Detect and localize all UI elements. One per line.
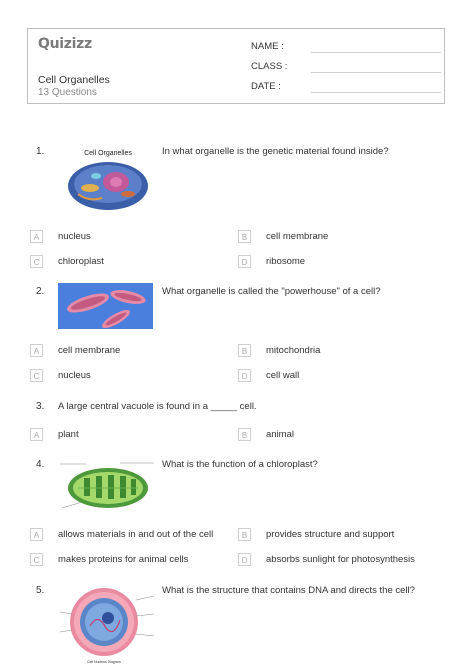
question-3-number: 3. bbox=[36, 401, 45, 412]
cell-nucleus-image bbox=[58, 582, 158, 668]
cell-organelles-image bbox=[58, 144, 158, 216]
option-text: nucleus bbox=[58, 370, 91, 381]
question-3-text: A large central vacuole is found in a _____ cell. bbox=[58, 401, 257, 412]
question-count: 13 Questions bbox=[38, 87, 97, 98]
option-letter: D bbox=[238, 369, 251, 382]
option-letter: B bbox=[238, 230, 251, 243]
quizizz-logo: Quizizz bbox=[38, 36, 92, 52]
question-2-number: 2. bbox=[36, 286, 45, 297]
option-letter: D bbox=[238, 553, 251, 566]
option-letter: B bbox=[238, 344, 251, 357]
chloroplast-image bbox=[58, 458, 158, 516]
date-field[interactable] bbox=[251, 81, 281, 92]
image-label: Cell Organelles bbox=[84, 150, 132, 157]
worksheet-header bbox=[27, 28, 445, 104]
option-text: animal bbox=[266, 429, 294, 440]
worksheet-title: Cell Organelles bbox=[38, 74, 110, 86]
option-text: cell wall bbox=[266, 370, 300, 381]
option-text: absorbs sunlight for photosynthesis bbox=[266, 554, 415, 565]
date-line bbox=[311, 92, 441, 93]
option-letter: C bbox=[30, 255, 43, 268]
question-5-number: 5. bbox=[36, 585, 45, 596]
option-text: makes proteins for animal cells bbox=[58, 554, 189, 565]
option-text: plant bbox=[58, 429, 79, 440]
class-field[interactable] bbox=[251, 61, 287, 72]
option-letter: A bbox=[30, 230, 43, 243]
option-text: nucleus bbox=[58, 231, 91, 242]
option-letter: D bbox=[238, 255, 251, 268]
option-letter: C bbox=[30, 369, 43, 382]
question-2-text: What organelle is called the "powerhouse" of a cell? bbox=[162, 286, 381, 297]
question-1-number: 1. bbox=[36, 146, 45, 157]
option-text: cell membrane bbox=[266, 231, 329, 242]
name-field[interactable] bbox=[251, 41, 284, 52]
option-letter: A bbox=[30, 428, 43, 441]
option-letter: C bbox=[30, 553, 43, 566]
option-letter: B bbox=[238, 528, 251, 541]
option-letter: B bbox=[238, 428, 251, 441]
option-text: ribosome bbox=[266, 256, 306, 267]
option-letter: A bbox=[30, 528, 43, 541]
option-text: provides structure and support bbox=[266, 529, 395, 540]
class-label: CLASS : bbox=[251, 61, 288, 72]
option-letter: A bbox=[30, 344, 43, 357]
question-1-text: In what organelle is the genetic material found inside? bbox=[162, 146, 389, 157]
option-text: chloroplast bbox=[58, 256, 104, 267]
mitochondria-image bbox=[58, 283, 153, 329]
date-label: DATE : bbox=[251, 81, 281, 92]
option-text: mitochondria bbox=[266, 345, 321, 356]
class-line bbox=[311, 72, 441, 73]
name-label: NAME : bbox=[251, 41, 284, 52]
option-text: cell membrane bbox=[58, 345, 121, 356]
question-4-number: 4. bbox=[36, 459, 45, 470]
question-5-text: What is the structure that contains DNA and directs the cell? bbox=[162, 585, 415, 596]
name-line bbox=[311, 52, 441, 53]
question-4-text: What is the function of a chloroplast? bbox=[162, 459, 318, 470]
option-text: allows materials in and out of the cell bbox=[58, 529, 214, 540]
image-label: Cell Nucleus Diagram bbox=[87, 660, 121, 664]
